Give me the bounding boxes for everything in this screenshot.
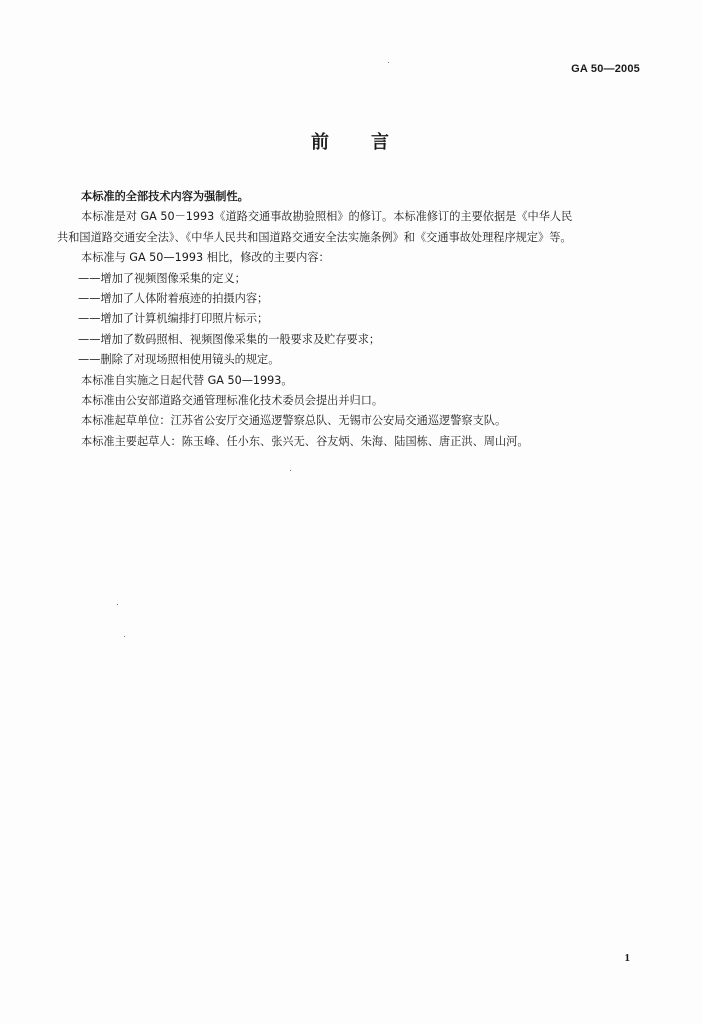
scan-speck: [290, 470, 291, 471]
change-item-2: ——增加了人体附着痕迹的拍摄内容；: [78, 291, 269, 305]
paragraph-drafters: 本标准主要起草人：陈玉峰、任小东、张兴无、谷友炳、朱海、陆国栋、唐正洪、周山河。: [81, 434, 529, 448]
change-item-1: ——增加了视频图像采集的定义；: [78, 271, 246, 285]
scan-speck: [117, 604, 118, 605]
title-char-1: 前: [311, 132, 331, 153]
standard-code: GA 50—2005: [571, 63, 640, 75]
scan-speck: [388, 62, 389, 63]
change-item-5: ——删除了对现场照相使用镜头的规定。: [78, 353, 280, 367]
change-item-3: ——增加了计算机编排打印照片标示；: [78, 312, 269, 326]
page-number: 1: [624, 952, 630, 964]
paragraph-replacement: 本标准自实施之日起代替 GA 50—1993。: [81, 373, 293, 387]
foreword-body: [0, 187, 702, 452]
scan-speck: [124, 636, 125, 637]
paragraph-changes-intro: 本标准与 GA 50—1993 相比，修改的主要内容：: [81, 251, 330, 265]
paragraph-revision-line-2: 共和国道路交通安全法》、《中华人民共和国道路交通安全法实施条例》和《交通事故处理程序规定》等。: [57, 230, 572, 244]
paragraph-proposer: 本标准由公安部道路交通管理标准化技术委员会提出并归口。: [81, 393, 384, 407]
paragraph-revision-line-1: 本标准是对 GA 50－1993《道路交通事故勘验照相》的修订。本标准修订的主要依据是《中华人民: [81, 210, 573, 224]
paragraph-drafting-units: 本标准起草单位：江苏省公安厅交通巡逻警察总队、无锡市公安局交通巡逻警察支队。: [81, 414, 507, 428]
title-char-2: 言: [371, 132, 391, 153]
paragraph-mandatory: 本标准的全部技术内容为强制性。: [81, 190, 249, 203]
page-title: [0, 128, 702, 154]
change-item-4: ——增加了数码照相、视频图像采集的一般要求及贮存要求；: [78, 332, 381, 346]
